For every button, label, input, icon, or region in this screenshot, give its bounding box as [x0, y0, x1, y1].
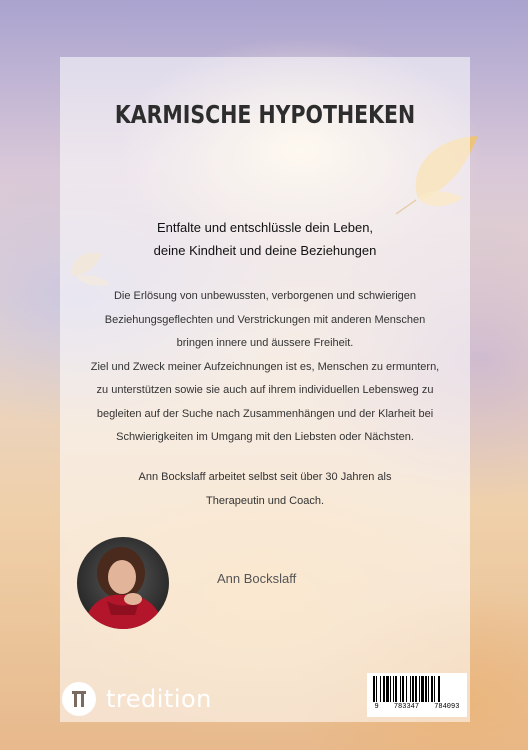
blurb-line: begleiten auf der Suche nach Zusammenhängen und der Klarheit bei: [96, 407, 434, 420]
bio-line: Ann Bockslaff arbeitet selbst seit über 30 Jahren als: [138, 471, 392, 483]
barcode-digit-group: 784093: [434, 703, 460, 711]
barcode-bar: [400, 676, 401, 702]
book-subtitle: [60, 216, 470, 262]
publisher-name: tredition: [106, 685, 212, 713]
barcode-digits: [367, 703, 467, 711]
author-bio: [60, 465, 470, 513]
tredition-logo-icon: [62, 682, 96, 716]
barcode-bar: [380, 676, 381, 702]
barcode-bar: [438, 676, 440, 702]
blurb-line: Die Erlösung von unbewussten, verborgenen und schwierigen: [113, 290, 417, 302]
barcode-bar: [425, 676, 427, 702]
barcode-bars-icon: [371, 676, 463, 704]
author-portrait-icon: [77, 537, 169, 629]
barcode-bar: [431, 676, 433, 702]
barcode-bar: [393, 676, 394, 702]
bio-line: Therapeutin und Coach.: [205, 495, 325, 507]
subtitle-line: Entfalte und entschlüssle dein Leben,: [156, 220, 374, 235]
barcode-digit-group: 783347: [393, 703, 420, 711]
barcode-bar: [421, 676, 424, 702]
author-photo: [77, 537, 169, 629]
barcode-bar: [402, 676, 404, 702]
blurb-line: zu unterstützen sowie sie auch auf ihrem individuellen Lebensweg zu: [96, 384, 434, 396]
barcode-digit-prefix: 9: [374, 703, 379, 711]
barcode-bar: [412, 676, 414, 702]
barcode-bar: [376, 676, 377, 702]
barcode-bar: [428, 676, 429, 702]
barcode-bar: [383, 676, 385, 702]
publisher-logo: [62, 682, 212, 716]
barcode-bar: [406, 676, 407, 702]
blurb-line: Ziel und Zweck meiner Aufzeichnungen ist es, Menschen zu ermuntern,: [90, 360, 440, 373]
subtitle-line: deine Kindheit und deine Beziehungen: [153, 243, 377, 258]
blurb-line: Schwierigkeiten im Umgang mit den Liebsten oder Nächsten.: [116, 431, 414, 443]
barcode-bar: [386, 676, 389, 702]
blurb-line: Beziehungsgeflechten und Verstrickungen mit anderen Menschen: [104, 313, 426, 326]
isbn-barcode: [367, 673, 467, 717]
author-name: Ann Bockslaff: [217, 571, 297, 586]
barcode-bar: [415, 676, 417, 702]
barcode-bar: [373, 676, 375, 702]
blurb-line: bringen innere und äussere Freiheit.: [176, 337, 354, 349]
barcode-bar: [419, 676, 420, 702]
barcode-bar: [410, 676, 411, 702]
book-title: KARMISCHE HYPOTHEKEN: [114, 100, 416, 129]
barcode-bar: [390, 676, 391, 702]
barcode-bar: [395, 676, 397, 702]
barcode-bar: [434, 676, 435, 702]
blurb: [70, 285, 460, 450]
